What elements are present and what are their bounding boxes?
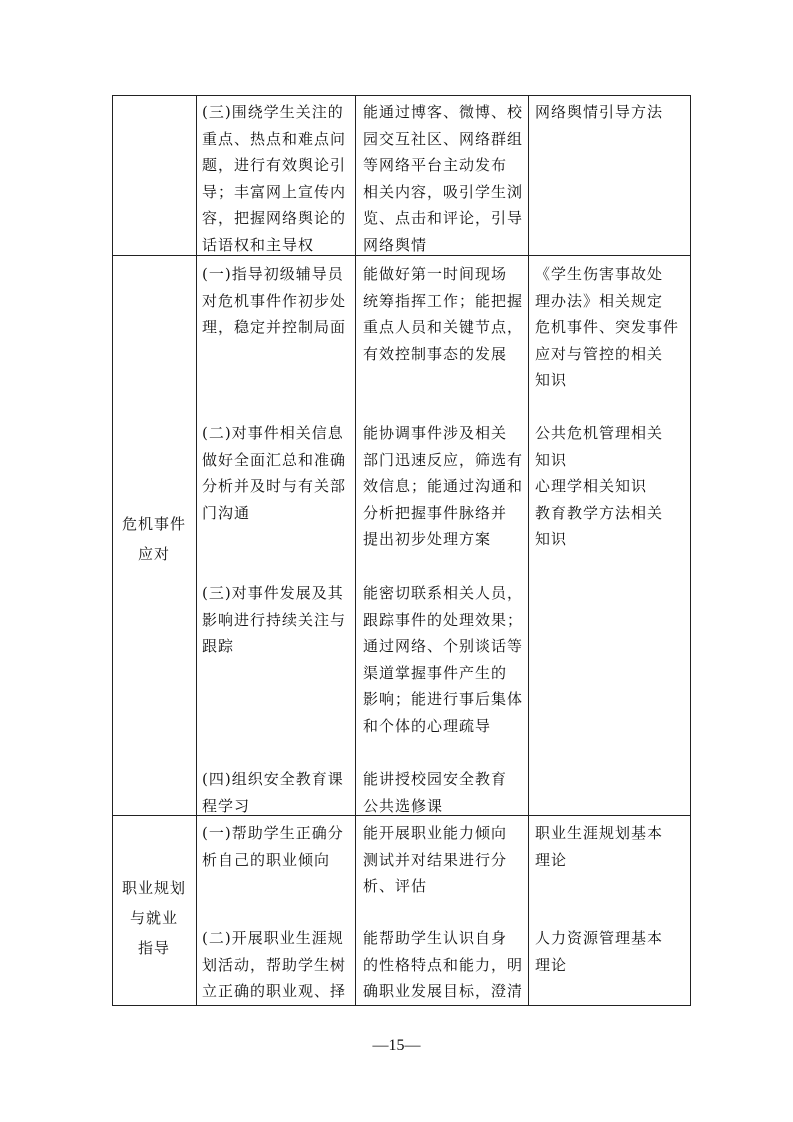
competency-table [112,95,691,1005]
task-cell: (一)帮助学生正确分 析自己的职业倾向 [202,824,344,869]
table-border-top [112,95,691,96]
skill-cell: 能做好第一时间现场 统筹指挥工作；能把握 重点人员和关键节点， 有效控制事态的发展 [363,265,524,363]
knowledge-cell: 网络舆情引导方法 [535,103,664,121]
skill-cell: 能协调事件涉及相关 部门迅速反应，筛选有 效信息；能通过沟通和 分析把握事件脉络并 提出初步处理方案 [363,424,524,549]
skill-cell: 能密切联系相关人员， 跟踪事件的处理效果； 通过网络、个别谈话等 渠道掌握事件产生的 影响；能进行事后集体 和个体的心理疏导 [363,584,524,735]
table-border-right [690,95,691,1005]
category-cell-career: 职业规划 与就业 指导 [121,879,186,957]
column-divider-2 [355,95,356,1005]
task-cell: (三)围绕学生关注的 重点、热点和难点问 题，进行有效舆论引 导；丰富网上宣传内 容，把握网络舆论的 话语权和主导权 [202,103,347,254]
knowledge-cell: 公共危机管理相关 知识 心理学相关知识 教育教学方法相关 知识 [535,424,664,549]
task-cell: (二)开展职业生涯规 划活动，帮助学生树 立正确的职业观、择 [202,929,347,1001]
task-cell: (四)组织安全教育课 程学习 [202,770,344,815]
page-number: —15— [372,1037,421,1054]
skill-cell: 能开展职业能力倾向 测试并对结果进行分 析、评估 [363,824,508,896]
column-divider-3 [528,95,529,1005]
skill-cell: 能帮助学生认识自身 的性格特点和能力，明 确职业发展目标，澄清 [363,929,524,1001]
task-cell: (二)对事件相关信息 做好全面汇总和准确 分析并及时与有关部 门沟通 [202,424,347,522]
task-cell: (一)指导初级辅导员 对危机事件作初步处 理，稳定并控制局面 [202,265,347,337]
task-cell: (三)对事件发展及其 影响进行持续关注与 跟踪 [202,584,347,656]
knowledge-cell: 《学生伤害事故处 理办法》相关规定 危机事件、突发事件 应对与管控的相关 知识 [535,265,680,390]
knowledge-cell: 职业生涯规划基本 理论 [535,824,664,869]
knowledge-cell: 人力资源管理基本 理论 [535,929,664,974]
skill-cell: 能讲授校园安全教育 公共选修课 [363,770,508,815]
table-border-bottom [112,1005,691,1006]
column-divider-1 [196,95,197,1005]
skill-cell: 能通过博客、微博、校 园交互社区、网络群组 等网络平台主动发布 相关内容，吸引学生浏 览、点击和评论，引导 网络舆情 [363,103,524,254]
category-cell-crisis: 危机事件 应对 [121,515,186,563]
